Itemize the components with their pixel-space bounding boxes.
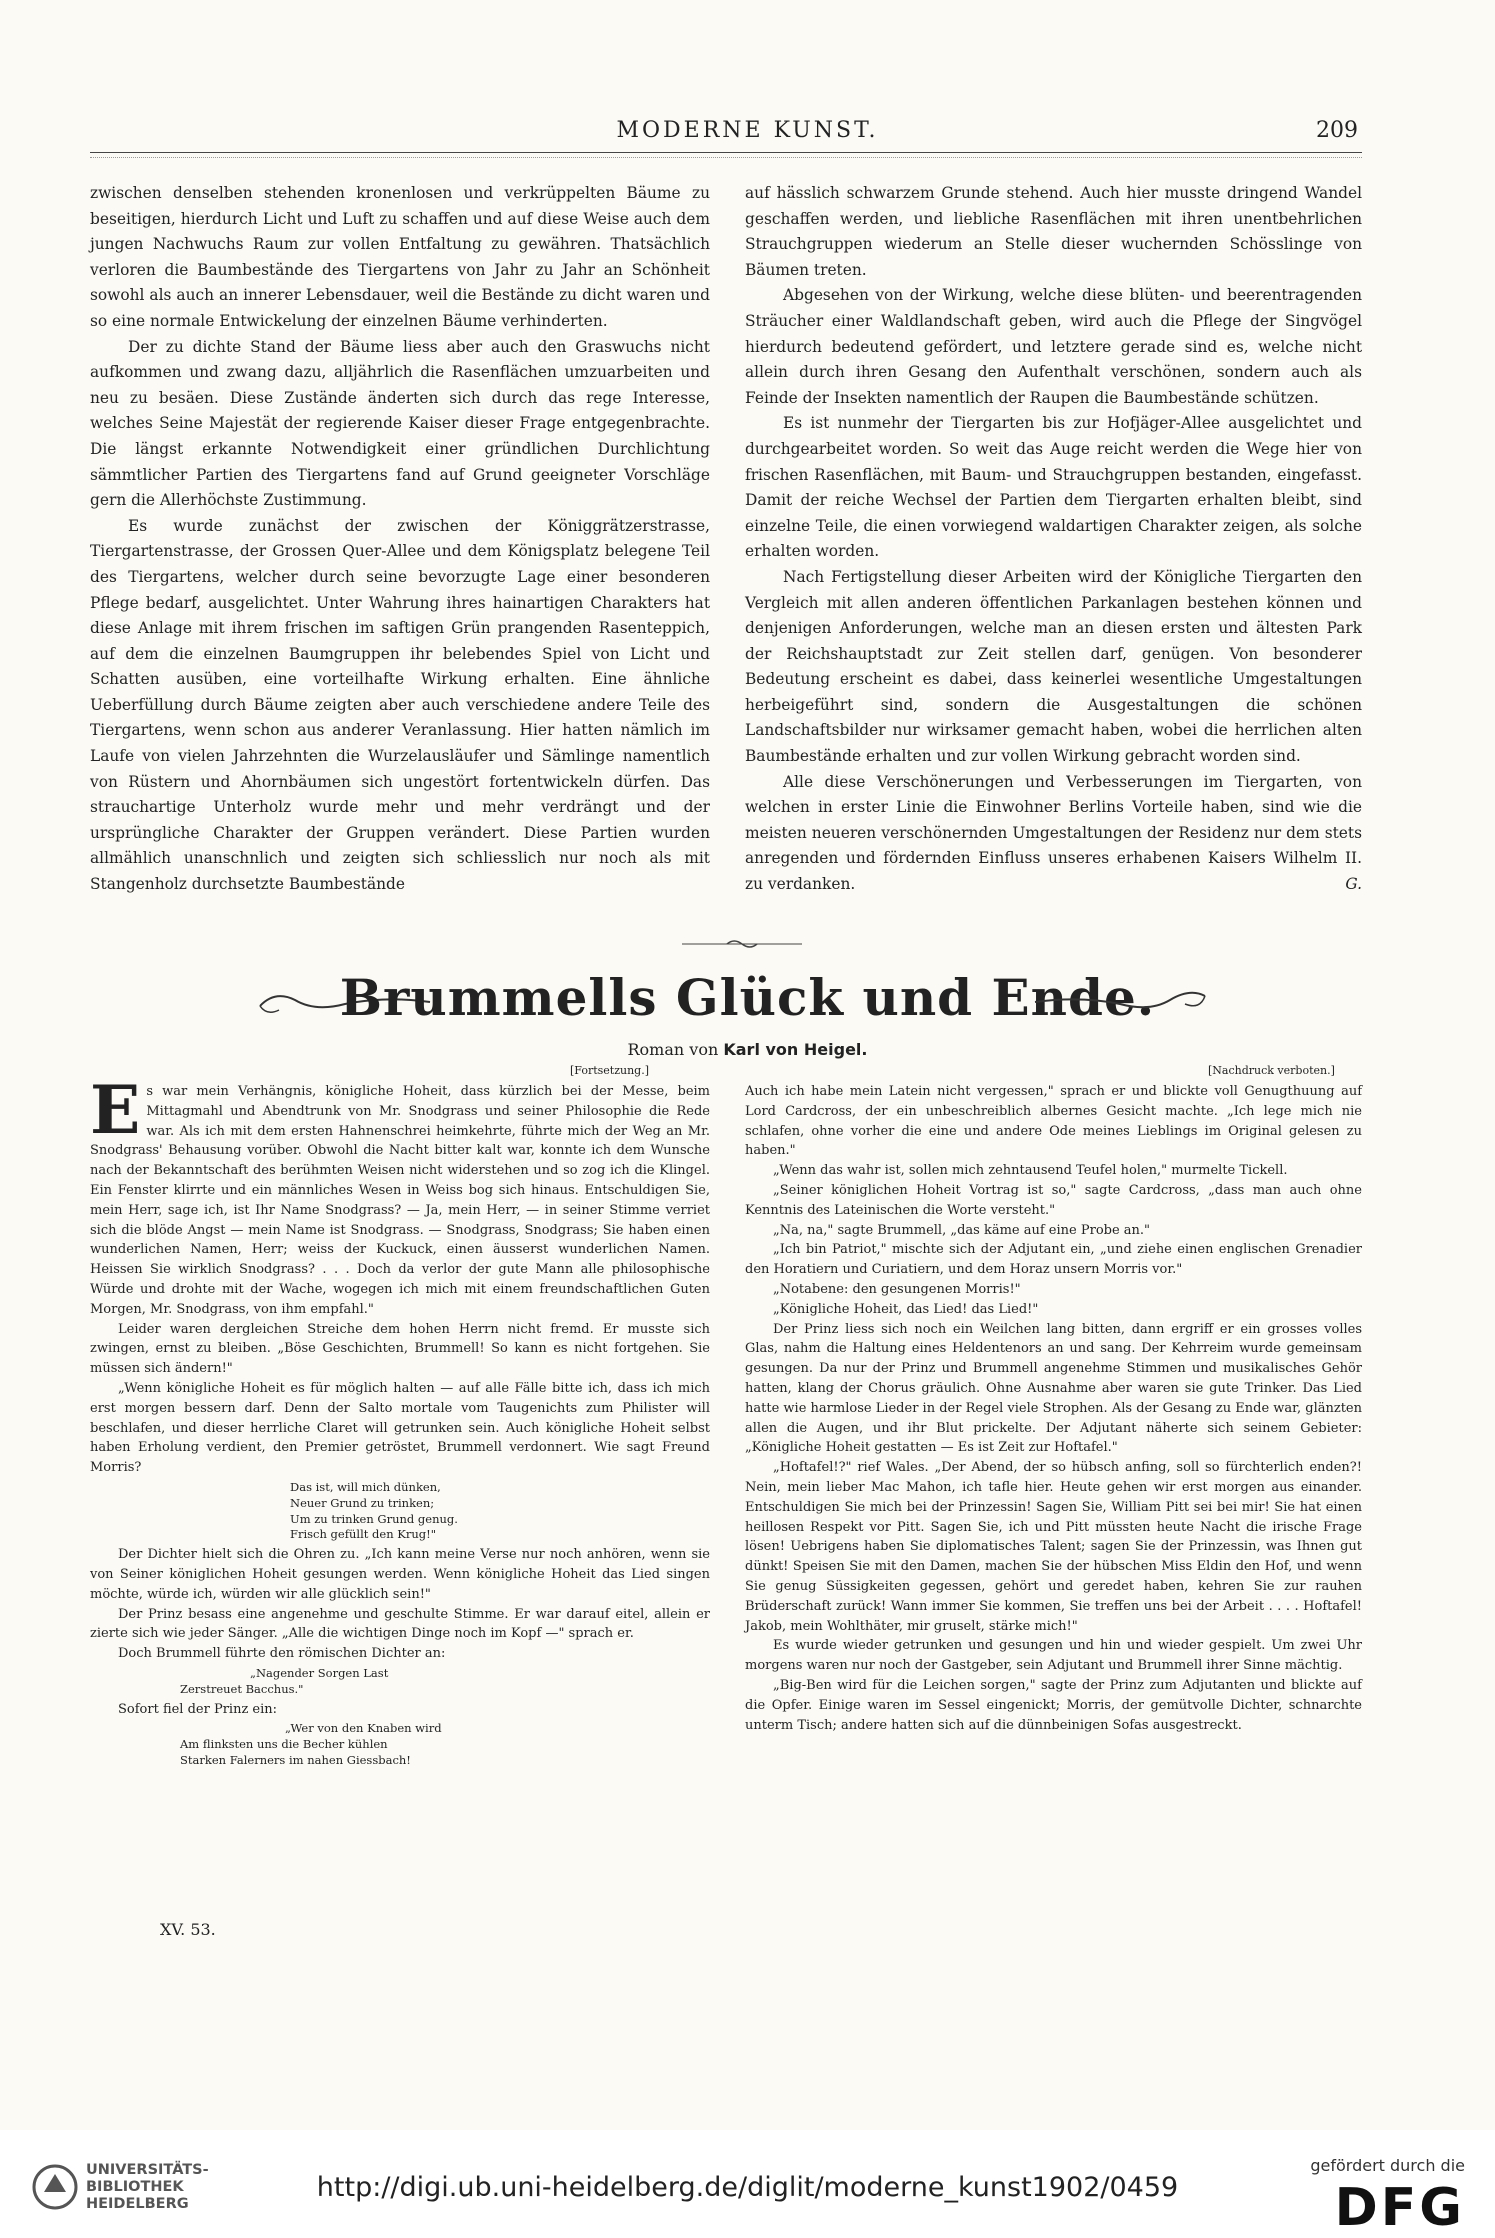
paragraph: Nach Fertigstellung dieser Arbeiten wird der Königliche Tiergarten den Vergleich mit allen anderen öffentlichen Parkanlagen bestehen können und denjenigen Anforderungen, welche man an diesen ersten und ältesten Park der Reichshauptstadt zur Zeit stellen darf, genügen. Von besonderer Bedeutung erscheint es dabei, dass keinerlei wesentliche Umgestaltungen herbeigeführt sind, sondern die Ausgestaltungen die schönen Landschaftsbilder nur wirksamer gemacht haben, wobei die herrlichen alten Baumbestände erhalten und zur vollen Wirkung gebracht worden sind. xyxy=(745,567,1362,766)
paragraph: „Wenn das wahr ist, sollen mich zehntausend Teufel holen," murmelte Tickell. xyxy=(773,1163,1288,1179)
story-column-right xyxy=(745,1082,1362,1735)
paragraph: Abgesehen von der Wirkung, welche diese blüten- und beerentragenden Sträucher einer Waldlandschaft geben, wird auch die Pflege der Singvögel hierdurch bedeutend gefördert, und letztere gerade sind es, welche nicht allein durch ihren Gesang den Aufenthalt verschönen, sondern auch als Feinde der Insekten namentlich der Raupen die Baumbestände schützen. xyxy=(745,286,1362,407)
story-title-text: Brummells Glück und Ende. xyxy=(339,968,1156,1027)
article-column-left xyxy=(90,181,710,898)
verse-line: Das ist, will mich dünken, xyxy=(290,1479,441,1494)
paragraph: Der Prinz liess sich noch ein Weilchen lang bitten, dann ergriff er ein grosses volles Glas, nahm die Haltung eines Heldentenors an und sang. Der Kehrreim wurde gemeinsam gesungen. Da nur der Prinz und Brummell angenehme Stimmen und musikalisches Gehör hatten, klang der Chorus gräulich. Ohne Ausnahme aber waren sie gute Trinker. Das Lied hatte wie harmlose Lieder in der Regel viele Strophen. Als der Gesang zu Ende war, glänzten allen die Augen, und ihr Blut prickelte. Der Adjutant näherte sich seinem Gebieter: „Königliche Hoheit gestatten — Es ist Zeit zur Hoftafel." xyxy=(745,1321,1362,1456)
author-name: Karl von Heigel. xyxy=(723,1040,868,1059)
story-column-left xyxy=(90,1071,710,1771)
verse-block xyxy=(90,1480,710,1543)
institution-line: HEIDELBERG xyxy=(86,2196,189,2212)
byline-prefix: Roman von xyxy=(627,1040,719,1059)
paragraph: Der Dichter hielt sich die Ohren zu. „Ich kann meine Verse nur noch anhören, wenn sie von Seiner königlichen Hoheit gesungen werden. Wenn königliche Hoheit das Lied singen möchte, würde ich, würden wir alle glücklich sein!" xyxy=(90,1547,710,1602)
paragraph: Es wurde wieder getrunken und gesungen und hin und wieder gespielt. Um zwei Uhr morgens waren nur noch der Gastgeber, sein Adjutant und Brummell ihrer Sinne mächtig. xyxy=(745,1638,1362,1674)
paragraph: „Notabene: den gesungenen Morris!" xyxy=(773,1281,1021,1297)
paragraph: „Hoftafel!?" rief Wales. „Der Abend, der so hübsch anfing, soll so fürchterlich enden?! Nein, mein lieber Mac Mahon, ich tafle hier. Heute gehen wir erst morgen aus einander. Entschuldigen Sie mich bei der Prinzessin! Sagen Sie, William Pitt sei bei mir! Sie hat einen heillosen Respekt vor Pitt. Sagen Sie, ich und Pitt müssten heute Nacht die irische Frage lösen! Uebrigens haben Sie diplomatisches Talent; sagen Sie der Prinzessin, was Ihnen gut dünkt! Speisen Sie mit den Damen, machen Sie der hübschen Miss Eldin den Hof, und wenn Sie genug Süssigkeiten gegessen, gehört und geredet haben, kehren Sie zur rauhen Brüderschaft zurück! Wann immer Sie kommen, Sie treffen uns bei der Arbeit . . . . Hoftafel! Jakob, mein Wohlthäter, mir gruselt, stärke mich!" xyxy=(745,1460,1362,1634)
institution-line: UNIVERSITÄTS- xyxy=(86,2162,209,2178)
article-column-right xyxy=(745,181,1362,898)
verse-line: Zerstreuet Bacchus." xyxy=(180,1681,304,1696)
swash-right-icon xyxy=(1030,982,1210,1022)
permalink[interactable]: http://digi.ub.uni-heidelberg.de/diglit/moderne_kunst1902/0459 xyxy=(316,2172,1179,2203)
paragraph: „Seiner königlichen Hoheit Vortrag ist so," sagte Cardcross, „dass man auch ohne Kenntnis des Lateinischen die Worte versteht." xyxy=(745,1182,1362,1218)
verse-block xyxy=(90,1721,710,1768)
story-byline xyxy=(0,1040,1495,1059)
paragraph: Sofort fiel der Prinz ein: xyxy=(118,1701,278,1717)
continuation-note: [Fortsetzung.] xyxy=(570,1064,649,1077)
paragraph: Es ist nunmehr der Tiergarten bis zur Hofjäger-Allee ausgelichtet und durchgearbeitet worden. So weit das Auge reicht werden die Wege hier von frischen Rasenflächen, mit Baum- und Strauchgruppen bestanden, eingefasst. Damit der reiche Wechsel der Partien dem Tiergarten erhalten bleibt, sind einzelne Teile, die einen vorwiegend waldartigen Charakter zeigen, als solche erhalten worden. xyxy=(745,414,1362,561)
verse-line: „Nagender Sorgen Last xyxy=(250,1665,389,1680)
drop-cap: E xyxy=(90,1071,141,1149)
paragraph: Auch ich habe mein Latein nicht vergessen," sprach er und blickte voll Genugthuung auf Lord Cardcross, der ein unbeschreiblich albernes Gesicht machte. „Ich lege mich nie schlafen, ohne vorher die eine und andere Ode meines Lieblings im Original gelesen zu haben." xyxy=(745,1084,1362,1159)
story-title xyxy=(0,968,1495,1038)
paragraph: auf hässlich schwarzem Grunde stehend. Auch hier musste dringend Wandel geschaffen werden, und liebliche Rasenflächen mit ihren unentbehrlichen Strauchgruppen wiederum an Stelle dieser wuchernden Schösslinge von Bäumen treten. xyxy=(745,184,1362,279)
dfg-logo: DFG xyxy=(1334,2178,1465,2238)
paragraph: „Königliche Hoheit, das Lied! das Lied!" xyxy=(773,1301,1039,1317)
header-rule-dotted xyxy=(90,157,1362,158)
paragraph xyxy=(745,770,1362,898)
reprint-note: [Nachdruck verboten.] xyxy=(1208,1064,1335,1077)
paragraph: Leider waren dergleichen Streiche dem hohen Herrn nicht fremd. Er musste sich zwingen, ernst zu bleiben. „Böse Geschichten, Brummell! So kann es nicht fortgehen. Sie müssen sich ändern!" xyxy=(90,1321,710,1377)
author-signature: G. xyxy=(1345,875,1362,894)
journal-title: MODERNE KUNST. xyxy=(616,118,879,143)
paragraph: Der zu dichte Stand der Bäume liess aber auch den Graswuchs nicht aufkommen und zwang dazu, alljährlich die Rasenflächen umzuarbeiten und neu zu besäen. Diese Zustände änderten sich durch das rege Interesse, welches Seine Majestät der regierende Kaiser dieser Frage entgegenbrachte. Die längst erkannte Notwendigkeit einer gründlichen Durchlichtung sämmtlicher Partien des Tiergartens fand auf Grund geeigneter Vorschläge gern die Allerhöchste Zustimmung. xyxy=(90,337,710,510)
paragraph: zwischen denselben stehenden kronenlosen und verkrüppelten Bäume zu beseitigen, hierdurch Licht und Luft zu schaffen und auf diese Weise auch dem jungen Nachwuchs Raum zur vollen Entfaltung zu gewähren. Thatsächlich verloren die Baumbestände des Tiergartens von Jahr zu Jahr an Schönheit sowohl als auch an innerer Lebensdauer, weil die Bestände zu dicht waren und so eine normale Entwickelung der einzelnen Bäume verhinderten. xyxy=(90,184,710,330)
paragraph: Doch Brummell führte den römischen Dichter an: xyxy=(118,1646,446,1662)
verse-line: Am flinksten uns die Becher kühlen xyxy=(180,1737,388,1752)
verse-line: Frisch gefüllt den Krug!" xyxy=(290,1527,437,1542)
paragraph-text: s war mein Verhängnis, königliche Hoheit, dass kürzlich bei der Messe, beim Mittagmahl und Abendtrunk von Mr. Snodgrass und seiner Philosophie die Rede war. Als ich mit dem ersten Hahnenschrei heimkehrte, führte mich der Weg an Mr. Snodgrass' Behausung vorüber. Obwohl die Nacht bitter kalt war, konnte ich dem Wunsche nach der Bekanntschaft des berühmten Weisen nicht widerstehen und so zog ich die Klingel. Ein Fenster klirrte und ein männliches Wesen in Weiss bog sich hinaus. Entschuldigen Sie, mein Herr, sage ich, ist Ihr Name Snodgrass? — Ja, mein Herr, — in seiner Stimme verriet sich die blöde Angst — mein Name ist Snodgrass. — Snodgrass, Snodgrass; Sie haben einen wunderlichen Namen, Herr; weiss der Kuckuck, einen äusserst wunderlichen Namen. Heissen Sie wirklich Snodgrass? . . . Doch da verlor der gute Mann alle philosophische Würde und drohte mit der Wache, wogegen ich mich mit einem freundschaftlichen Guten Morgen, Mr. Snodgrass, von ihm empfahl." xyxy=(90,1084,710,1317)
verse-line: „Wer von den Knaben wird xyxy=(285,1721,442,1736)
paragraph: „Ich bin Patriot," mischte sich der Adjutant ein, „und ziehe einen englischen Grenadier den Horatiern und Curiatiern, und dem Horaz unsern Morris vor." xyxy=(745,1242,1362,1278)
paragraph: „Na, na," sagte Brummell, „das käme auf eine Probe an." xyxy=(773,1222,1151,1238)
signature-mark: XV. 53. xyxy=(160,1920,216,1939)
header-rule xyxy=(90,152,1362,153)
divider-ornament-icon xyxy=(682,938,802,952)
paragraph: „Wenn königliche Hoheit es für möglich halten — auf alle Fälle bitte ich, dass ich mich erst morgen bessern darf. Denn der Salto mortale vom Taugenichts zum Philister will beschlafen, und dieser herrliche Claret will getrunken sein. Auch königliche Hoheit selbst haben Erholung verdient, den Premier getröstet, Brummell verdonnert. Wie sagt Freund Morris? xyxy=(90,1380,710,1476)
verse-line: Neuer Grund zu trinken; xyxy=(290,1495,435,1510)
paragraph: „Big-Ben wird für die Leichen sorgen," sagte der Prinz zum Adjutanten und blickte auf die Opfer. Einige waren im Sessel eingenickt; Morris, der gemütvolle Dichter, schnarchte unterm Tisch; andere hatten sich auf die dünnbeinigen Sofas ausgestreckt. xyxy=(745,1677,1362,1733)
paragraph: Es wurde zunächst der zwischen der Königgrätzerstrasse, Tiergartenstrasse, der Grossen Quer-Allee und dem Königsplatz belegene Teil des Tiergartens, welcher durch seine bevorzugte Lage einer besonderen Pflege bedarf, ausgelichtet. Unter Wahrung ihres hainartigen Charakters hat diese Anlage mit ihrem frischen im saftigen Grün prangenden Rasenteppich, auf dem die einzelnen Baumgruppen ihr belebendes Spiel von Licht und Schatten ausüben, eine vorteilhafte Wirkung erhalten. Eine ähnliche Ueberfüllung durch Bäume zeigten aber auch verschiedene andere Teile des Tiergartens, wenn schon aus anderer Veranlassung. Hier hatten nämlich im Laufe von vielen Jahrzehnten die Wurzelausläufer und Sämlinge namentlich von Rüstern und Ahornbäumen sich ungestört fortentwickeln dürfen. Das strauchartige Unterholz wurde mehr und mehr verdrängt und der ursprüngliche Charakter der Gruppen verändert. Diese Partien wurden allmählich unanschnlich und zeigten sich schliesslich nur noch als mit Stangenholz durchsetzte Baumbestände xyxy=(90,516,710,894)
institution-line: BIBLIOTHEK xyxy=(86,2179,184,2195)
paragraph-text: Alle diese Verschönerungen und Verbesserungen im Tiergarten, von welchen in erster Linie die Einwohner Berlins Vorteile haben, sind wie die meisten neueren verschönernden Umgestaltungen der Residenz nur dem stets anregenden und fördernden Einfluss unseres erhabenen Kaisers Wilhelm II. zu verdanken. xyxy=(745,772,1362,894)
funding-label: gefördert durch die xyxy=(1310,2156,1465,2175)
page-number: 209 xyxy=(1316,118,1358,143)
paragraph: Der Prinz besass eine angenehme und geschulte Stimme. Er war darauf eitel, allein er zierte sich wie jeder Sänger. „Alle die wichtigen Dinge noch im Kopf —" sprach er. xyxy=(90,1606,710,1642)
verse-line: Starken Falerners im nahen Giessbach! xyxy=(180,1752,411,1767)
verse-line: Um zu trinken Grund genug. xyxy=(290,1511,458,1526)
verse-block xyxy=(90,1666,710,1698)
running-header xyxy=(0,118,1495,148)
paragraph xyxy=(90,1071,710,1320)
